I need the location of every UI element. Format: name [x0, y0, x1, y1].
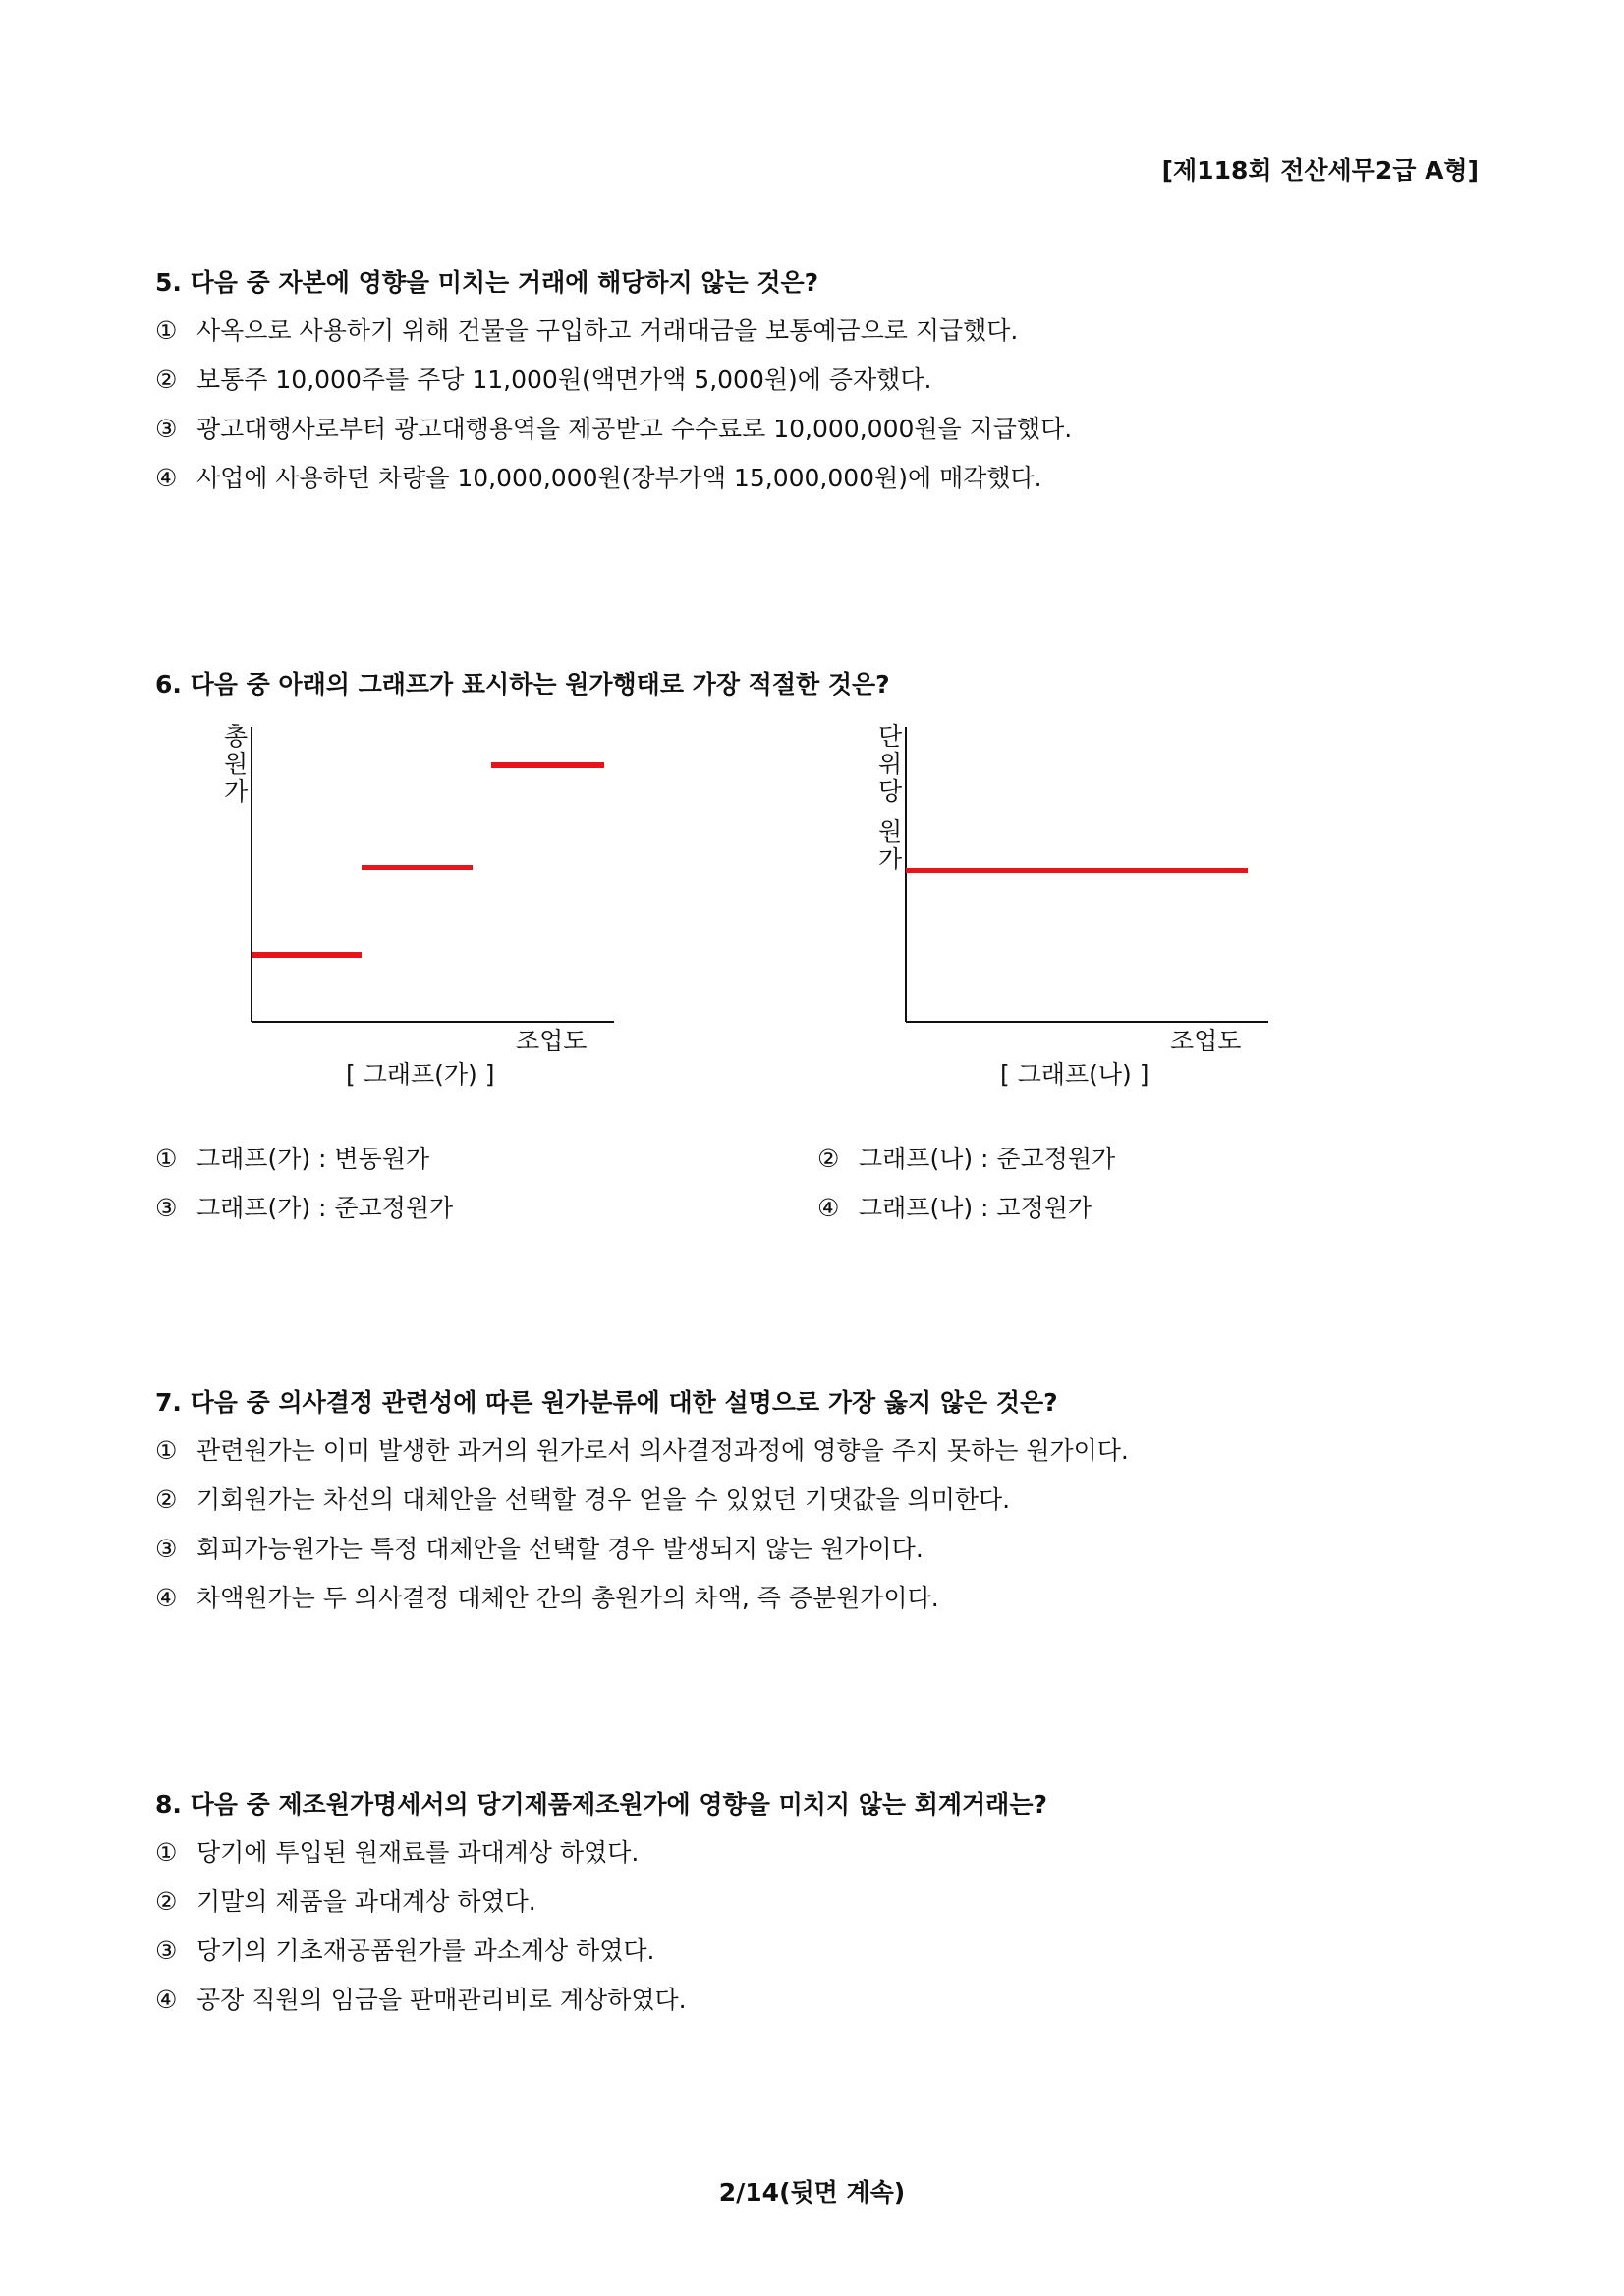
- y-label-char: 원: [878, 817, 903, 846]
- question-8: [155, 1785, 1511, 2025]
- page-footer: 2/14(뒷면 계속): [718, 2178, 906, 2207]
- y-label-char: 총: [224, 722, 249, 751]
- choice-2: ② 기말의 제품을 과대계상 하였다.: [155, 1887, 536, 1916]
- x-label: 조업도: [516, 1027, 588, 1051]
- question-title: 5. 다음 중 자본에 영향을 미치는 거래에 해당하지 않는 것은?: [155, 268, 819, 297]
- x-label: 조업도: [1170, 1027, 1242, 1051]
- choice-2: ② 그래프(나) : 준고정원가: [817, 1145, 1116, 1173]
- question-5: [155, 263, 1511, 503]
- y-label-char: 가: [878, 845, 903, 873]
- exam-header: [제118회 전산세무2급 A형]: [1161, 156, 1479, 185]
- graph-a-svg: [196, 717, 629, 1051]
- graph-b-caption: [ 그래프(나) ]: [1000, 1060, 1149, 1089]
- question-title: 6. 다음 중 아래의 그래프가 표시하는 원가행태로 가장 적절한 것은?: [155, 670, 890, 699]
- y-label-char: 당: [878, 777, 903, 806]
- graph-a-caption: [ 그래프(가) ]: [346, 1060, 495, 1089]
- choice-4: ④ 사업에 사용하던 차량을 10,000,000원(장부가액 15,000,000원)에 매각했다.: [155, 464, 1042, 492]
- choice-2: ② 보통주 10,000주를 주당 11,000원(액면가액 5,000원)에 증자했다.: [155, 365, 932, 394]
- y-label-char: 원: [224, 750, 249, 778]
- question-title: 7. 다음 중 의사결정 관련성에 따른 원가분류에 대한 설명으로 가장 옳지 않은 것은?: [155, 1388, 1058, 1417]
- choice-3: ③ 광고대행사로부터 광고대행용역을 제공받고 수수료로 10,000,000원을 지급했다.: [155, 415, 1073, 443]
- choice-4: ④ 공장 직원의 임금을 판매관리비로 계상하였다.: [155, 1986, 687, 2014]
- choice-4: ④ 그래프(나) : 고정원가: [817, 1194, 1092, 1222]
- y-label-char: 위: [878, 750, 903, 778]
- graph-b-svg: [851, 717, 1283, 1051]
- choice-4: ④ 차액원가는 두 의사결정 대체안 간의 총원가의 차액, 즉 증분원가이다.: [155, 1584, 939, 1612]
- question-title: 8. 다음 중 제조원가명세서의 당기제품제조원가에 영향을 미치지 않는 회계거래는?: [155, 1790, 1047, 1819]
- graph-b: [851, 717, 1283, 1051]
- choice-3: ③ 회피가능원가는 특정 대체안을 선택할 경우 발생되지 않는 원가이다.: [155, 1535, 924, 1563]
- choice-1: ① 그래프(가) : 변동원가: [155, 1145, 430, 1173]
- graph-a: [196, 717, 629, 1051]
- choice-3: ③ 당기의 기초재공품원가를 과소계상 하였다.: [155, 1936, 655, 1965]
- choice-2: ② 기회원가는 차선의 대체안을 선택할 경우 얻을 수 있었던 기댓값을 의미한다.: [155, 1485, 1011, 1514]
- choice-1: ① 사옥으로 사용하기 위해 건물을 구입하고 거래대금을 보통예금으로 지급했다.: [155, 316, 1019, 345]
- question-6: [155, 665, 1511, 704]
- choice-1: ① 당기에 투입된 원재료를 과대계상 하였다.: [155, 1838, 640, 1867]
- question-7: [155, 1383, 1511, 1623]
- y-label-char: 단: [878, 722, 903, 751]
- choice-1: ① 관련원가는 이미 발생한 과거의 원가로서 의사결정과정에 영향을 주지 못하는 원가이다.: [155, 1436, 1129, 1465]
- choice-3: ③ 그래프(가) : 준고정원가: [155, 1194, 454, 1222]
- y-label-char: 가: [224, 777, 249, 806]
